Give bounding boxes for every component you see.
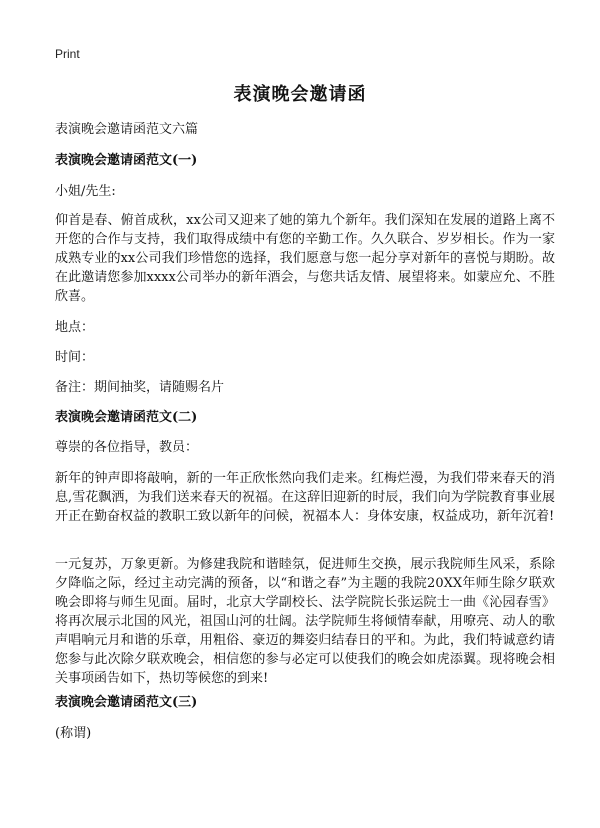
section-1-note: 备注：期间抽奖，请随赐名片 xyxy=(55,380,225,395)
section-3-heading: 表演晚会邀请函范文(三) xyxy=(55,695,198,710)
section-1-heading: 表演晚会邀请函范文(一) xyxy=(55,153,198,168)
section-2-salutation: 尊崇的各位指导，教员： xyxy=(55,440,199,455)
section-2-body-1: 新年的钟声即将敲响，新的一年正欣怅然向我们走来。红梅烂漫，为我们带来春天的消息,雪花飘洒，为我们送来春天的祝福。在这辞旧迎新的时辰，我们向为学院教育事业展开正在勤奋权益的教职工致以新年的问候，祝福本人：身体安康，权益成功，新年沉着! xyxy=(55,471,555,524)
print-link[interactable]: Print xyxy=(55,47,80,61)
section-2-body-2: 一元复苏，万象更新。为修建我院和谐睦氛，促进师生交换，展示我院师生风采，系除夕降临之际，经过主动完满的预备，以“和谐之春”为主题的我院20XX年师生除夕联欢晚会即将与师生见面。届时，北京大学副校长、法学院院长张运院士一曲《沁园春雪》将再次展示北国的风光，祖国山河的壮阔。法学院师生将倾情奉献，用嘹亮、动人的歌声唱响元月和谐的乐章，用粗俗、豪迈的舞姿归结春日的平和。为此，我们特诚意约请您参与此次除夕联欢晚会，相信您的参与必定可以使我们的晚会如虎添翼。现将晚会相关事项函告如下，热切等候您的到来! xyxy=(55,557,555,686)
subtitle: 表演晚会邀请函范文六篇 xyxy=(55,122,199,137)
section-1-body: 仰首是春、俯首成秋，xx公司又迎来了她的第九个新年。我们深知在发展的道路上离不开您的合作与支持，我们取得成绩中有您的辛勤工作。久久联合、岁岁相长。作为一家成熟专业的xx公司我们珍惜您的选择，我们愿意与您一起分享对新年的喜悦与期盼。故在此邀请您参加xxxx公司举办的新年酒会，与您共话友情、展望将来。如蒙应允、不胜欣喜。 xyxy=(55,213,555,304)
page-title: 表演晚会邀请函 xyxy=(233,84,367,105)
section-1-salutation: 小姐/先生: xyxy=(55,184,116,199)
section-2-heading: 表演晚会邀请函范文(二) xyxy=(55,410,198,425)
section-3-salutation: (称谓) xyxy=(55,726,92,741)
section-1-location: 地点： xyxy=(55,320,95,335)
section-1-time: 时间： xyxy=(55,350,95,365)
